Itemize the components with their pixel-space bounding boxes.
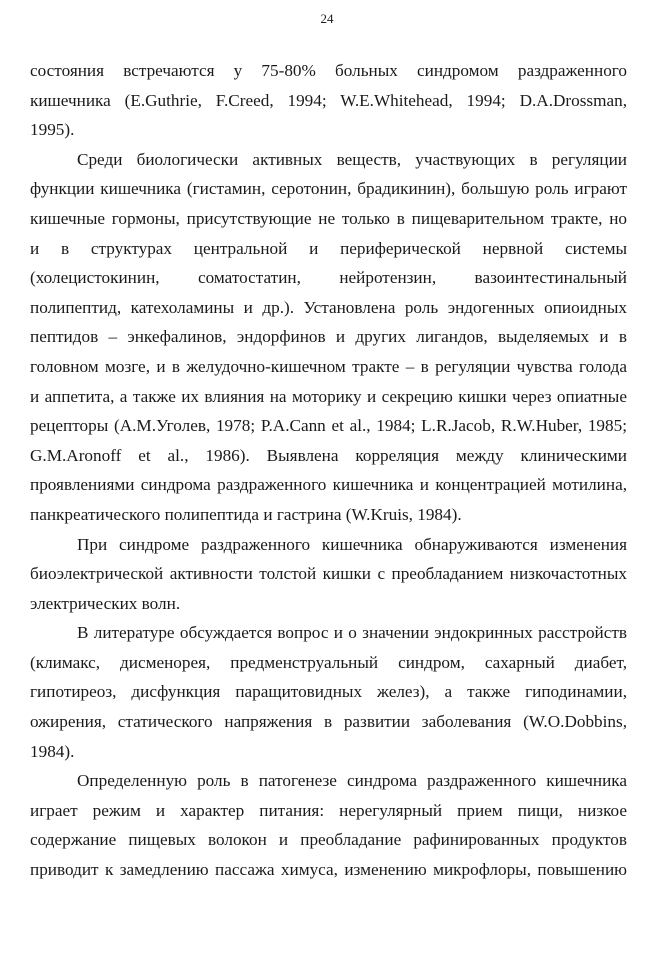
text-line: функции кишечника (гистамин, серотонин, брадикинин), большую роль играют — [30, 179, 627, 199]
text-line: приводит к замедлению пассажа химуса, изменению микрофлоры, повышению — [30, 860, 627, 880]
text-line: и аппетита, а также их влияния на моторику и секрецию кишки через опиатные — [30, 386, 627, 406]
text-line: гипотиреоз, дисфункция паращитовидных желез), а также гиподинамии, — [30, 682, 627, 702]
text-line: биоэлектрической активности толстой кишки с преобладанием низкочастотных — [30, 564, 627, 584]
text-line: электрических волн. — [30, 593, 181, 613]
text-line: полипептид, катехоламины и др.). Установлена роль эндогенных опиоидных — [30, 297, 627, 317]
text-line: G.M.Aronoff et al., 1986). Выявлена корреляция между клиническими — [30, 445, 627, 465]
text-line: ожирения, статического напряжения в развитии заболевания (W.O.Dobbins, — [30, 712, 627, 732]
text-line: проявлениями синдрома раздраженного кишечника и концентрацией мотилина, — [30, 475, 627, 495]
text-line: головном мозге, и в желудочно-кишечном тракте – в регуляции чувства голода — [30, 356, 627, 376]
text-line: состояния встречаются у 75-80% больных синдромом раздраженного — [30, 61, 627, 80]
text-line: пептидов – энкефалинов, эндорфинов и других лигандов, выделяемых и в — [30, 327, 627, 347]
text-line: В литературе обсуждается вопрос и о значении эндокринных расстройств — [77, 623, 627, 643]
text-line: При синдроме раздраженного кишечника обнаруживаются изменения — [77, 534, 627, 554]
text-line: и в структурах центральной и периферической нервной системы — [30, 238, 627, 258]
text-line: кишечные гормоны, присутствующие не только в пищеварительном тракте, но — [30, 208, 627, 228]
text-line: содержание пищевых волокон и преобладание рафинированных продуктов — [30, 830, 627, 850]
text-line: (климакс, дисменорея, предменструальный синдром, сахарный диабет, — [30, 652, 627, 672]
text-line: (холецистокинин, соматостатин, нейротензин, вазоинтестинальный — [30, 268, 627, 288]
text-line: 1984). — [30, 741, 75, 761]
text-line: Определенную роль в патогенезе синдрома раздраженного кишечника — [77, 771, 627, 791]
text-line: Среди биологически активных веществ, участвующих в регуляции — [77, 149, 627, 169]
text-line: рецепторы (А.М.Уголев, 1978; P.A.Cann et al., 1984; L.R.Jacob, R.W.Huber, 1985; — [30, 416, 627, 436]
page-number: 24 — [320, 11, 334, 26]
text-line: панкреатического полипептида и гастрина (W.Kruis, 1984). — [30, 504, 462, 524]
text-line: 1995). — [30, 120, 75, 140]
text-line: кишечника (E.Guthrie, F.Creed, 1994; W.E.Whitehead, 1994; D.A.Drossman, — [30, 90, 627, 110]
text-line: играет режим и характер питания: нерегулярный прием пищи, низкое — [30, 800, 627, 820]
document-body — [30, 56, 627, 885]
